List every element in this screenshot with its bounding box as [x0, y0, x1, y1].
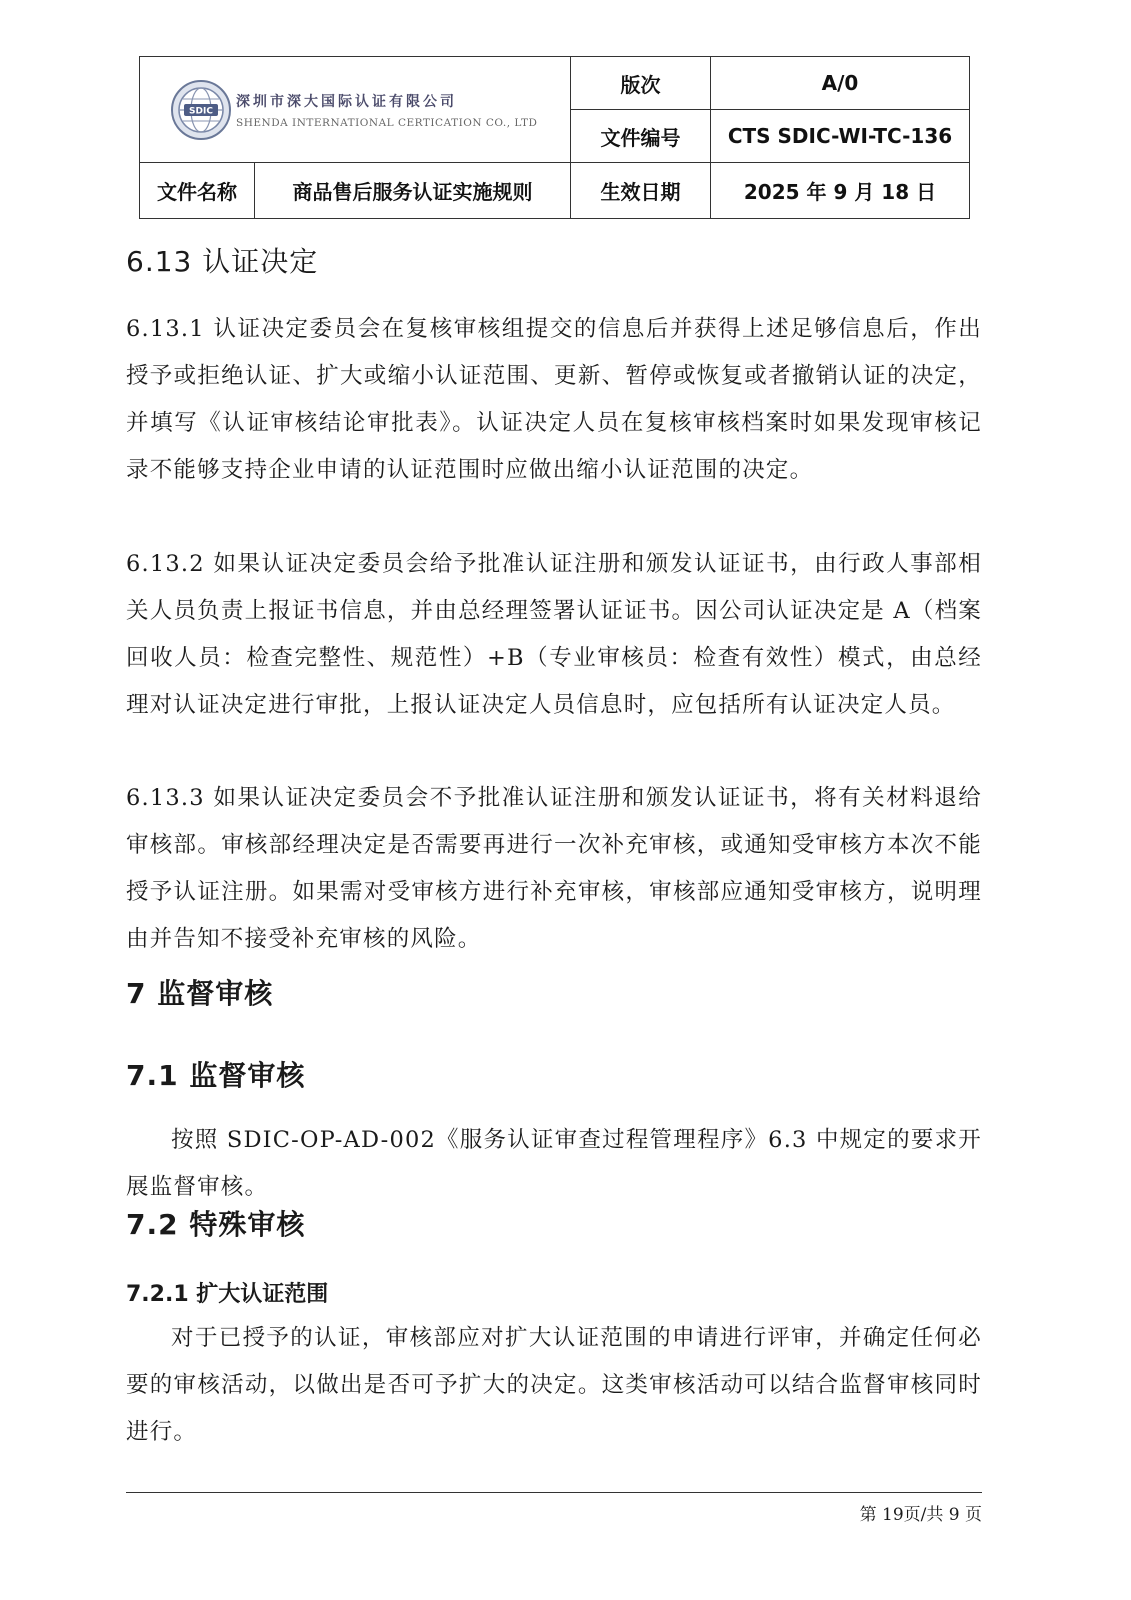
company-name-cn: 深圳市深大国际认证有限公司	[236, 94, 457, 110]
footer-divider	[126, 1492, 982, 1493]
heading-7-2-1: 7.2.1 扩大认证范围	[126, 1282, 329, 1307]
company-logo	[170, 79, 540, 147]
document-number-value: CTS SDIC-WI-TC-136	[711, 110, 970, 163]
paragraph-6-13-3: 6.13.3 如果认证决定委员会不予批准认证注册和颁发认证证书，将有关材料退给审核部。审核部经理决定是否需要再进行一次补充审核，或通知受审核方本次不能授予认证注册。如果需对受审核方进行补充审核，审核部应通知受审核方，说明理由并告知不接受补充审核的风险。	[126, 785, 982, 952]
file-name-label: 文件名称	[140, 163, 255, 219]
file-name-value: 商品售后服务认证实施规则	[255, 163, 571, 219]
svg-text:SDIC: SDIC	[189, 106, 213, 117]
paragraph-7-1: 按照 SDIC-OP-AD-002《服务认证审查过程管理程序》6.3 中规定的要求开展监督审核。	[126, 1127, 982, 1200]
company-logo-cell	[140, 57, 571, 163]
effective-date-value: 2025 年 9 月 18 日	[711, 163, 970, 219]
globe-logo-icon	[170, 79, 232, 141]
heading-7: 7 监督审核	[126, 977, 274, 1010]
version-value: A/0	[711, 57, 970, 110]
paragraph-6-13-2: 6.13.2 如果认证决定委员会给予批准认证注册和颁发认证证书，由行政人事部相关人员负责上报证书信息，并由总经理签署认证证书。因公司认证决定是 A（档案回收人员：检查完整性、规范性）+B（专业审核员：检查有效性）模式，由总经理对认证决定进行审批，上报认证决定人员信息时，应包括所有认证决定人员。	[126, 551, 982, 718]
effective-date-label: 生效日期	[571, 163, 711, 219]
paragraph-6-13-1: 6.13.1 认证决定委员会在复核审核组提交的信息后并获得上述足够信息后，作出授予或拒绝认证、扩大或缩小认证范围、更新、暂停或恢复或者撤销认证的决定，并填写《认证审核结论审批表》。认证决定人员在复核审核档案时如果发现审核记录不能够支持企业申请的认证范围时应做出缩小认证范围的决定。	[126, 316, 982, 483]
paragraph-7-2-1: 对于已授予的认证，审核部应对扩大认证范围的申请进行评审，并确定任何必要的审核活动，以做出是否可予扩大的决定。这类审核活动可以结合监督审核同时进行。	[126, 1325, 982, 1445]
heading-6-13: 6.13 认证决定	[126, 245, 319, 278]
heading-7-2: 7.2 特殊审核	[126, 1208, 306, 1241]
page-number: 第 19页/共 9 页	[859, 1505, 982, 1525]
heading-7-1: 7.1 监督审核	[126, 1059, 306, 1092]
document-number-label: 文件编号	[571, 110, 711, 163]
company-name-en: SHENDA INTERNATIONAL CERTICATION CO., LTD	[236, 117, 538, 129]
document-header-table	[139, 56, 970, 219]
version-label: 版次	[571, 57, 711, 110]
